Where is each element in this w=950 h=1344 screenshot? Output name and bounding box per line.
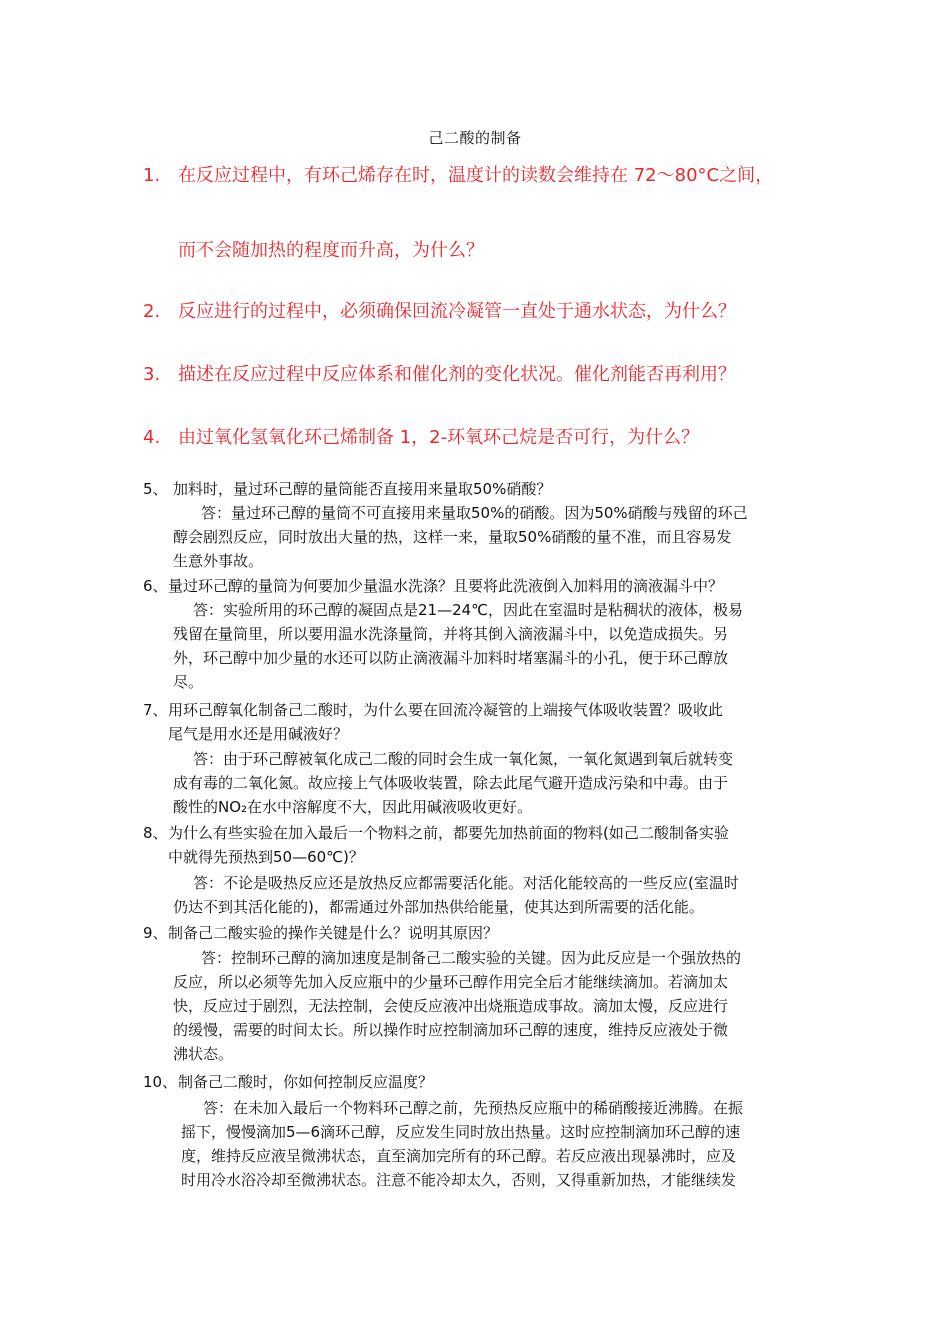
red-question-1-continuation: 而不会随加热的程度而升高，为什么？ [178, 240, 484, 261]
question-number: 3. [143, 364, 161, 385]
answer-line: 醇会剧烈反应，同时放出大量的热，这样一来，量取50%硝酸的量不准，而且容易发 [173, 528, 732, 546]
question-text-continuation: 尾气是用水还是用碱液好？ [168, 725, 349, 743]
answer-line: 反应，所以必须等先加入反应瓶中的少量环己醇作用完全后才能继续滴加。若滴加太 [173, 973, 729, 991]
question-text: 制备己二酸实验的操作关键是什么？说明其原因？ [168, 924, 499, 942]
answer-line: 外，环己醇中加少量的水还可以防止滴液漏斗加料时堵塞漏斗的小孔，便于环己醇放 [173, 649, 729, 667]
question-number: 8、 [143, 824, 168, 842]
answer-line: 残留在量筒里，所以要用温水洗涤量筒，并将其倒入滴液漏斗中，以免造成损失。另 [173, 625, 729, 643]
question-number: 7、 [143, 701, 168, 719]
document-title: 己二酸的制备 [428, 129, 522, 147]
question-text: 用环己醇氧化制备己二酸时，为什么要在回流冷凝管的上端接气体吸收装置？吸收此 [168, 701, 724, 719]
question-8 [143, 821, 813, 869]
answer-10 [181, 1096, 813, 1192]
question-text: 加料时，量过环己醇的量筒能否直接用来量取50%硝酸？ [173, 480, 552, 498]
question-9 [143, 921, 813, 945]
question-number: 6、 [143, 577, 168, 595]
question-number: 2. [143, 301, 161, 322]
answer-line: 尽。 [173, 673, 204, 691]
answer-line: 答：控制环己醇的滴加速度是制备己二酸实验的关键。因为此反应是一个强放热的 [201, 949, 742, 967]
question-text: 反应进行的过程中，必须确保回流冷凝管一直处于通水状态，为什么？ [178, 301, 736, 322]
answer-line: 摇下，慢慢滴加5—6滴环己醇，反应发生同时放出热量。这时应控制滴加环己醇的速 [181, 1123, 741, 1141]
question-text: 制备己二酸时，你如何控制反应温度？ [178, 1073, 434, 1091]
answer-line: 答：在未加入最后一个物料环己醇之前，先预热反应瓶中的稀硝酸接近沸腾。在振 [203, 1099, 744, 1117]
question-text: 描述在反应过程中反应体系和催化剂的变化状况。催化剂能否再利用？ [178, 364, 736, 385]
answer-6 [173, 598, 813, 694]
answer-8 [173, 871, 813, 919]
answer-line: 生意外事故。 [173, 552, 264, 570]
question-10 [143, 1070, 813, 1094]
answer-line: 答：量过环己醇的量筒不可直接用来量取50%的硝酸。因为50%硝酸与残留的环己 [201, 504, 748, 522]
question-7 [143, 698, 813, 746]
question-text: 由过氧化氢氧化环己烯制备 1，2-环氧环己烷是否可行，为什么？ [178, 427, 700, 448]
question-number: 4. [143, 427, 161, 448]
question-number: 10、 [143, 1073, 178, 1091]
answer-line: 答：实验所用的环己醇的凝固点是21—24℃，因此在室温时是粘稠状的液体，极易 [193, 601, 744, 619]
answer-line: 度，维持反应液呈微沸状态，直至滴加完所有的环己醇。若反应液出现暴沸时，应及 [181, 1147, 737, 1165]
red-question-2 [143, 299, 823, 325]
question-number: 5、 [143, 480, 168, 498]
answer-7 [173, 747, 813, 819]
question-number: 1. [143, 165, 161, 186]
answer-line: 的缓慢，需要的时间太长。所以操作时应控制滴加环己醇的速度，维持反应液处于微 [173, 1021, 729, 1039]
question-text: 量过环己醇的量筒为何要加少量温水洗涤？且要将此洗液倒入加料用的滴液漏斗中？ [168, 577, 724, 595]
answer-line: 答：由于环己醇被氧化成己二酸的同时会生成一氧化氮，一氧化氮遇到氧后就转变 [193, 750, 734, 768]
answer-line: 沸状态。 [173, 1045, 234, 1063]
question-text: 在反应过程中，有环己烯存在时，温度计的读数会维持在 72～80°C之间， [178, 165, 774, 186]
answer-9 [173, 946, 813, 1066]
red-question-3 [143, 362, 823, 388]
answer-line: 成有毒的二氧化氮。故应接上气体吸收装置，除去此尾气避开造成污染和中毒。由于 [173, 774, 729, 792]
answer-line: 快，反应过于剧烈，无法控制，会使反应液冲出烧瓶造成事故。滴加太慢，反应进行 [173, 997, 729, 1015]
question-text: 为什么有些实验在加入最后一个物料之前，都要先加热前面的物料(如己二酸制备实验 [168, 824, 729, 842]
answer-line: 酸性的NO₂在水中溶解度不大，因此用碱液吸收更好。 [173, 798, 533, 816]
question-text-continuation: 中就得先预热到50—60℃)？ [168, 848, 364, 866]
question-number: 9、 [143, 924, 168, 942]
answer-line: 仍达不到其活化能的)，都需通过外部加热供给能量，使其达到所需要的活化能。 [173, 898, 704, 916]
answer-line: 时用冷水浴冷却至微沸状态。注意不能冷却太久，否则，又得重新加热，才能继续发 [181, 1171, 737, 1189]
answer-5 [173, 501, 813, 573]
red-question-1 [143, 163, 823, 189]
question-6 [143, 574, 813, 598]
question-5 [143, 477, 813, 501]
answer-line: 答：不论是吸热反应还是放热反应都需要活化能。对活化能较高的一些反应(室温时 [193, 874, 739, 892]
red-question-4 [143, 425, 823, 451]
